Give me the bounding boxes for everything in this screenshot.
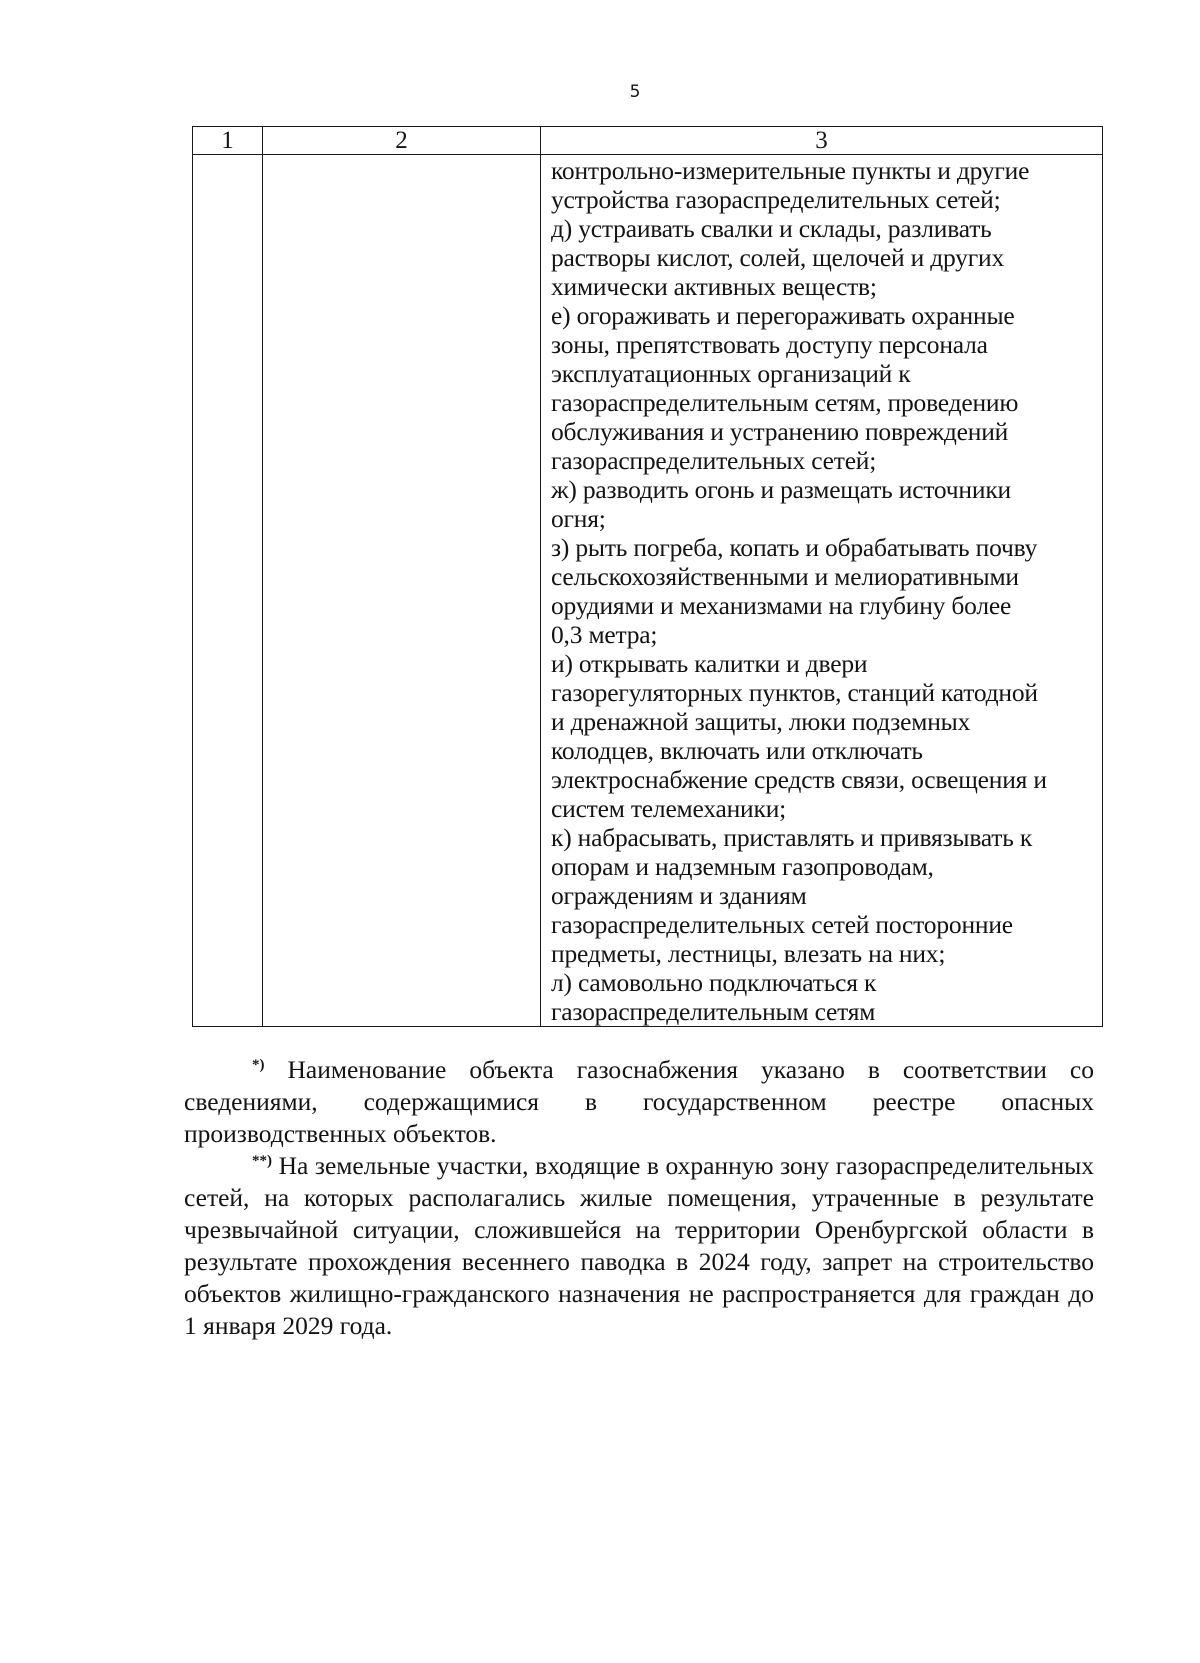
cell-text-col1 <box>193 155 262 156</box>
column-header-1: 1 <box>193 127 263 155</box>
footnote-1-marker: *) <box>252 1057 265 1073</box>
footnote-2-text: На земельные участки, входящие в охранную зону газораспределительных сетей, на которых располагались жилые помещения, утраченные в результате чрезвычайной ситуации, сложившейся на территории Оренбургской области в результате прохождения весеннего паводка в 2024 году, запрет на строительство объектов жилищно-гражданского назначения не распространяется для граждан до 1 января 2029 года. <box>184 1151 1094 1340</box>
cell-text-col2 <box>263 155 540 156</box>
column-header-2: 2 <box>263 127 541 155</box>
footnote-1 <box>184 1054 1094 1150</box>
cell-text-col3: контрольно-измерительные пункты и другие устройства газораспределительных сетей; д) устраивать свалки и склады, разливать растворы кислот, солей, щелочей и других химически активных веществ; е) огораживать и перегораживать охранные зоны, препятствовать доступу персонала эксплуатационных организаций к газораспределительным сетям, проведению обслуживания и устранению повреждений газораспределительных сетей; ж) разводить огонь и размещать источники огня; з) рыть погреба, копать и обрабатывать почву сельскохозяйственными и мелиоративными орудиями и механизмами на глубину более 0,3 метра; и) открывать калитки и двери газорегуляторных пунктов, станций катодной и дренажной защиты, люки подземных колодцев, включать или отключать электроснабжение средств связи, освещения и систем телемеханики; к) набрасывать, приставлять и привязывать к опорам и надземным газопроводам, ограждениям и зданиям газораспределительных сетей посторонние предметы, лестницы, влезать на них; л) самовольно подключаться к газораспределительным сетям <box>551 156 1047 1026</box>
footnotes <box>184 1054 1094 1342</box>
table-row <box>193 155 1103 1027</box>
footnote-2 <box>184 1150 1094 1342</box>
footnote-1-text: Наименование объекта газоснабжения указано в соответствии со сведениями, содержащимися в государственном реестре опасных производственных объектов. <box>184 1055 1094 1148</box>
column-header-3: 3 <box>541 127 1103 155</box>
table-cell-col3 <box>541 155 1103 1027</box>
table-cell-col2 <box>263 155 541 1027</box>
requirements-table <box>192 126 1103 1027</box>
footnote-2-marker: **) <box>252 1153 272 1169</box>
table-header-row <box>193 127 1103 155</box>
table-cell-col1 <box>193 155 263 1027</box>
page-number: 5 <box>629 82 641 102</box>
